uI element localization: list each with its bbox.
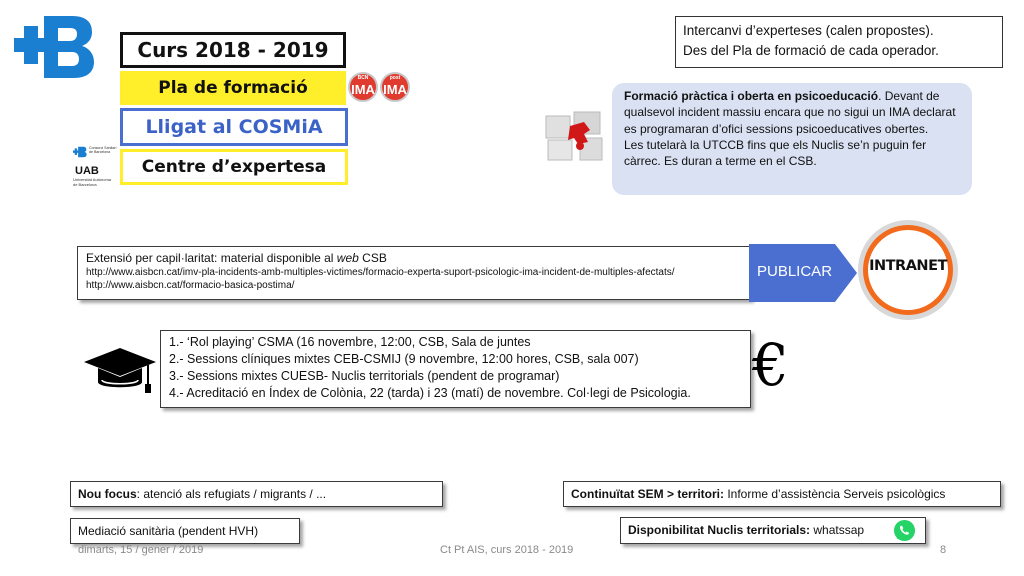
post-ima-badge: post IMA [380, 72, 410, 102]
territorial-availability-box: Disponibilitat Nuclis territorials: whatssap [620, 517, 926, 544]
course-year-tag: Curs 2018 - 2019 [120, 32, 346, 68]
list-item: 2.- Sessions clíniques mixtes CEB-CSMIJ (9 novembre, 12:00 hores, CSB, sala 007) [169, 352, 639, 366]
expertise-centre-tag: Centre d’expertesa [120, 149, 348, 185]
cosmia-link-tag: Lligat al COSMiA [120, 108, 348, 146]
uab-logo: UAB Universitat Autònoma de Barcelona [73, 165, 112, 187]
list-item: 1.- ‘Rol playing’ CSMA (16 novembre, 12:00, CSB, Sala de juntes [169, 335, 531, 349]
whatsapp-icon [893, 519, 916, 542]
euro-icon: € [752, 331, 789, 399]
footer-page-number: 8 [940, 544, 947, 556]
sem-continuity-box: Continuïtat SEM > territori: Informe d’assistència Serveis psicològics [563, 481, 1001, 507]
uab-wordmark: UAB [75, 165, 99, 177]
list-item: 3.- Sessions mixtes CUESB- Nuclis territorials (pendent de programar) [169, 369, 560, 383]
new-focus-box: Nou focus: atenció als refugiats / migrants / ... [70, 481, 443, 507]
graduation-cap-icon [82, 344, 158, 396]
health-mediation-box: Mediació sanitària (pendent HVH) [70, 518, 300, 544]
plus-b-small-icon [73, 146, 87, 158]
puzzle-icon [540, 108, 610, 166]
expertise-exchange-note: Intercanvi d’experteses (calen propostes). Des del Pla de formació de cada operador. [675, 16, 1003, 68]
training-plan-tag: Pla de formació [120, 71, 346, 105]
intranet-sign[interactable] [856, 218, 960, 322]
aisbcn-basic-training-link[interactable]: http://www.aisbcn.cat/formacio-basica-postima/ [86, 280, 295, 291]
publish-label: PUBLICAR [757, 263, 833, 280]
consorci-sanitari-logo: Consorci Sanitari de Barcelona [73, 144, 119, 168]
intranet-label: INTRANET [869, 258, 947, 274]
psychoeducation-training-bubble: Formació pràctica i oberta en psicoeducació. Devant de qualsevol incident massiu encara que no sigui un IMA declarat es programaran d’ofici sessions psicoeducatives obertes. Les tutelarà la UTCCB fins que els Nuclis se’n puguin fer càrrec. Es duran a terme en el CSB. [612, 83, 972, 195]
bcn-ima-badge: BCN IMA [348, 72, 378, 102]
publish-arrow [749, 244, 859, 302]
capillarity-extension-box: Extensió per capil·laritat: material disponible al web CSB http://www.aisbcn.cat/imv-pla-incidents-amb-multiples-victimes/formacio-experta-suport-psicologic-ima-incident-de-multiples-afectats/ http://www.aisbcn.cat/formacio-basica-postima/ [77, 246, 751, 300]
list-item: 4.- Acreditació en Índex de Colònia, 22 (tarda) i 23 (matí) de novembre. Col·legi de Psicologia. [169, 386, 691, 400]
aisbcn-training-link[interactable]: http://www.aisbcn.cat/imv-pla-incidents-amb-multiples-victimes/formacio-experta-suport-psicologic-ima-incident-de-multiples-afectats/ [86, 267, 675, 278]
plus-b-logo [14, 14, 96, 80]
sessions-list-box [160, 330, 751, 408]
footer-date: dimarts, 15 / gener / 2019 [78, 544, 204, 556]
footer-center-text: Ct Pt AIS, curs 2018 - 2019 [440, 544, 574, 556]
